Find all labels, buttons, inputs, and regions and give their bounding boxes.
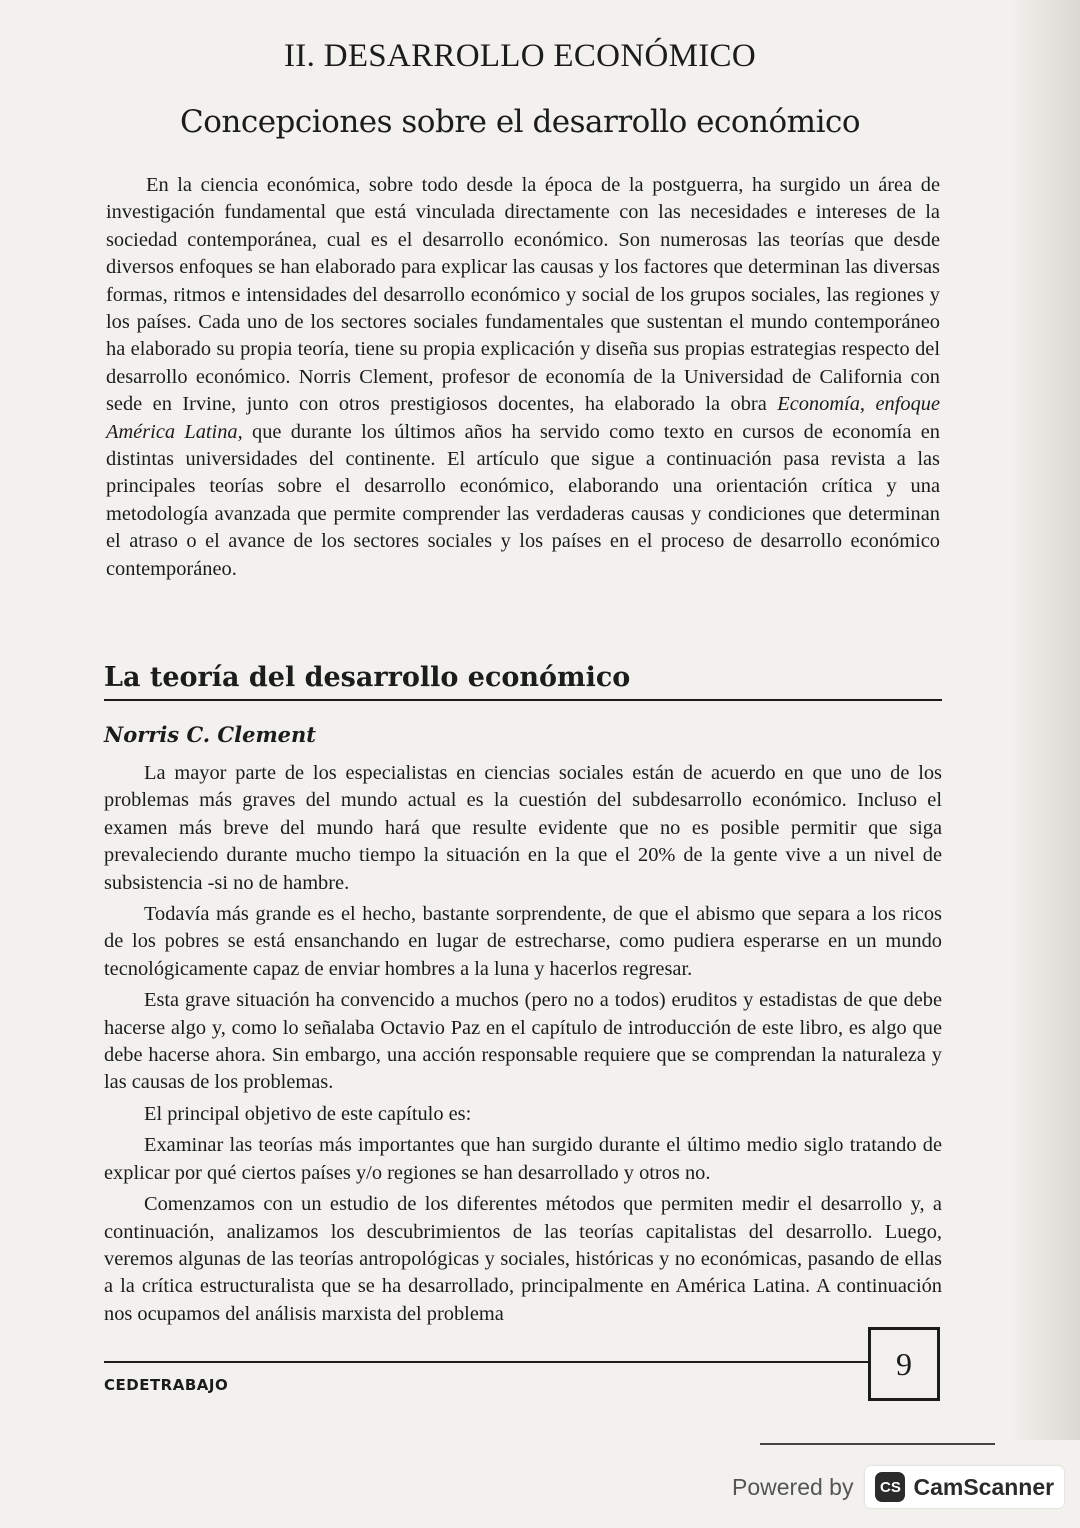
body-paragraph: Todavía más grande es el hecho, bastante sorprendente, de que el abismo que separa a los ricos de los pobres se está ensanchando en lugar de estrecharse, como pudiera esperarse en un mundo tecnológicamente capaz de enviar hombres a la luna y hacerlos regresar.	[104, 903, 942, 980]
chapter-title: II. DESARROLLO ECONÓMICO	[284, 38, 756, 74]
page-number-box	[868, 1327, 940, 1401]
bottom-rule	[760, 1443, 995, 1445]
camscanner-brand: CamScanner	[913, 1473, 1055, 1500]
publisher-logo: CEDETRABAJO	[104, 1376, 229, 1394]
body-paragraph: La mayor parte de los especialistas en ciencias sociales están de acuerdo en que uno de los problemas más graves del mundo actual es la cuestión del subdesarrollo económico. Incluso el examen más breve del mundo hará que resulte evidente que no es posible permitir que siga prevaleciendo durante mucho tiempo la situación en la que el 20% de la gente vive a un nivel de subsistencia -si no de hambre.	[104, 762, 942, 894]
powered-by-label: Powered by	[732, 1473, 854, 1500]
page-edge-shadow	[1010, 0, 1080, 1440]
camscanner-watermark	[732, 1466, 1064, 1508]
intro-text-2: que durante los últimos años ha servido como texto en cursos de economía en distintas universidades del continente. El artículo que sigue a continuación pasa revista a las principales teorías sobre el desarrollo económico, elaborando una orientación crítica y una metodología avanzada que permite comprender las verdaderas causas y condiciones que determinan el atraso o el avance de los sectores sociales y los países en el proceso de desarrollo económico contemporáneo.	[106, 420, 940, 580]
intro-paragraph	[106, 172, 940, 583]
camscanner-badge	[865, 1466, 1064, 1508]
body-paragraph: Comenzamos con un estudio de los diferentes métodos que permiten medir el desarrollo y, a continuación, analizamos los descubrimientos de las teorías capitalistas del desarrollo. Luego, veremos algunas de las teorías antropológicas y sociales, históricas y no económicas, pasando de ellas a la crítica estructuralista que se ha desarrollado, principalmente en América Latina. A continuación nos ocupamos del análisis marxista del problema	[104, 1193, 942, 1325]
page-number: 9	[896, 1345, 912, 1382]
footer-rule	[104, 1361, 870, 1363]
book-title: Economía, enfoque América Latina,	[106, 393, 941, 443]
article-body	[104, 760, 942, 1332]
intro-text-1: En la ciencia económica, sobre todo desde la época de la postguerra, ha surgido un área de investigación fundamental que está vinculada directamente con las necesidades e intereses de la sociedad contemporánea, cual es el desarrollo económico. Son numerosas las teorías que desde diversos enfoques se han elaborado para explicar las causas y los factores que determinan las diversas formas, ritmos e intensidades del desarrollo económico y social de los grupos sociales, las regiones y los países. Cada uno de los sectores sociales fundamentales que sustentan el mundo contemporáneo ha elaborado su propia teoría, tiene su propia explicación y diseña sus propias estrategias respecto del desarrollo económico. Norris Clement, profesor de economía de la Universidad de California con sede en Irvine, junto con otros prestigiosos docentes, ha elaborado la obra	[106, 174, 940, 416]
body-paragraph: Esta grave situación ha convencido a muchos (pero no a todos) eruditos y estadistas de que debe hacerse algo y, como lo señalaba Octavio Paz en el capítulo de introducción de este libro, es algo que debe hacerse ahora. Sin embargo, una acción responsable requiere que se comprendan la naturaleza y las causas de los problemas.	[104, 989, 942, 1094]
article-title: La teoría del desarrollo económico	[104, 662, 942, 701]
camscanner-icon: CS	[875, 1472, 905, 1502]
body-paragraph: El principal objetivo de este capítulo es:	[144, 1102, 472, 1125]
article-author: Norris C. Clement	[104, 722, 317, 747]
section-title: Concepciones sobre el desarrollo económico	[179, 104, 861, 140]
body-paragraph: Examinar las teorías más importantes que han surgido durante el último medio siglo tratando de explicar por qué ciertos países y/o regiones se han desarrollado y otros no.	[104, 1134, 942, 1184]
